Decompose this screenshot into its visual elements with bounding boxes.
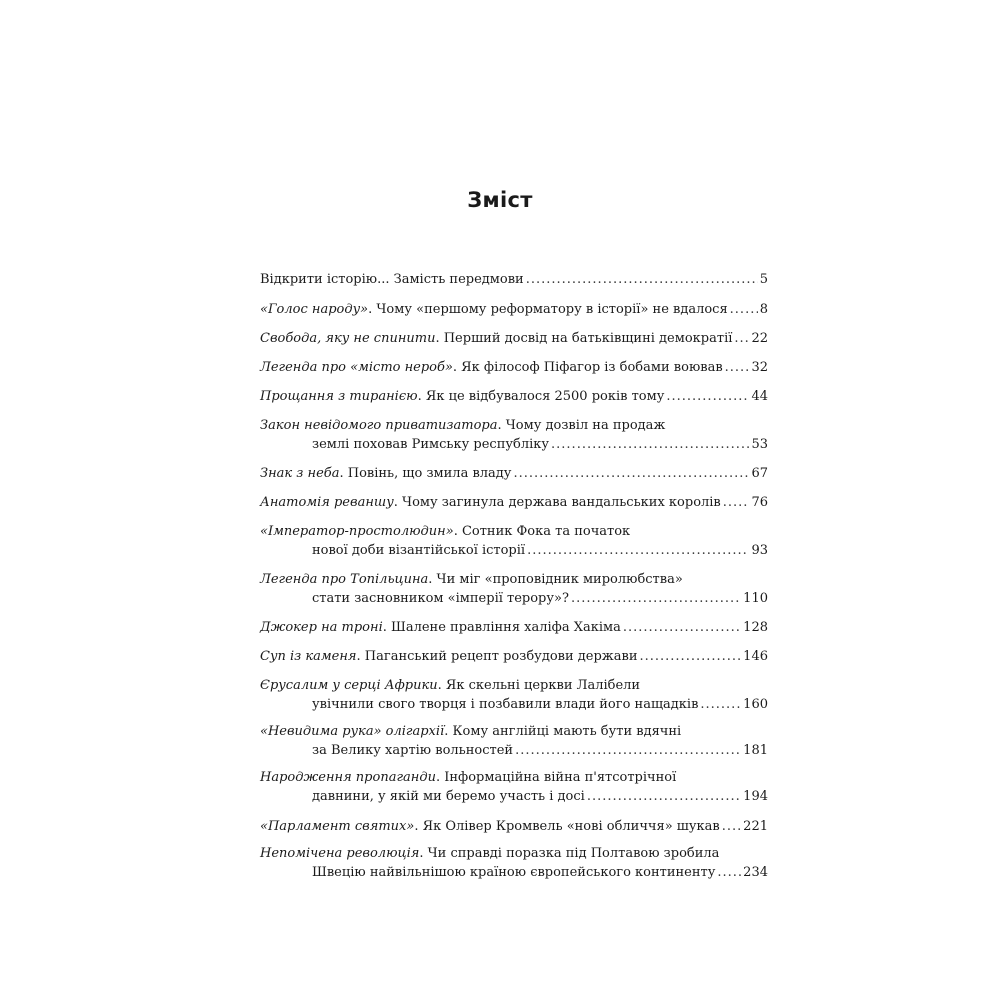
toc-entry-text: Відкрити історію... Замість передмови [260, 272, 524, 287]
toc-entry-italic: «Голос народу» [260, 302, 369, 317]
toc-page-number: 128 [743, 620, 768, 635]
toc-entry-italic: Знак з неба [260, 466, 340, 481]
dot-leader [723, 493, 750, 513]
toc-entry [260, 522, 768, 542]
toc-entry-italic: Джокер на троні [260, 620, 383, 635]
toc-entry [260, 493, 768, 513]
dot-leader [730, 300, 758, 320]
toc-entry-cont-text: землі поховав Римську республіку [312, 437, 550, 452]
toc-entry-text: . Кому англійці мають бути вдячні [444, 724, 682, 739]
dot-leader [623, 618, 741, 638]
dot-leader [640, 647, 742, 667]
toc-page-number: 194 [743, 789, 768, 804]
dot-leader [666, 387, 749, 407]
toc-entry-cont-text: за Велику хартію вольностей [312, 743, 514, 758]
toc-page-number: 53 [751, 437, 768, 452]
toc-entry-italic: Закон невідомого приватизатора [260, 418, 498, 433]
toc-entry [260, 570, 768, 590]
toc-page-number: 160 [743, 697, 768, 712]
toc-entry-continuation [312, 787, 768, 807]
toc-entry [260, 300, 768, 320]
toc-entry [260, 722, 768, 742]
toc-page-number: 93 [751, 543, 768, 558]
toc-entry-italic: «Імператор-простолюдин» [260, 524, 454, 539]
page-title: Зміст [467, 188, 533, 212]
dot-leader [551, 435, 749, 455]
toc-entry [260, 464, 768, 484]
toc-entry-continuation [312, 435, 768, 455]
toc-entry-cont-text: нової доби візантійської історії [312, 543, 526, 558]
toc-page-number: 110 [743, 591, 768, 606]
toc-page-number: 44 [751, 389, 768, 404]
toc-entry [260, 676, 768, 696]
toc-page-number: 76 [751, 495, 768, 510]
toc-entry-cont-text: Швецію найвільнішою країною європейського континенту [312, 865, 716, 880]
toc-entry-text: . Як скельні церкви Лалібели [437, 678, 641, 693]
toc-entry-text: . Чому дозвіл на продаж [497, 418, 666, 433]
toc-entry-text: . Чому загинула держава вандальських королів [393, 495, 721, 510]
toc-entry [260, 387, 768, 407]
toc-entry-continuation [312, 589, 768, 609]
dot-leader [587, 787, 741, 807]
dot-leader [717, 863, 741, 883]
toc-entry-continuation [312, 695, 768, 715]
toc-entry-text: . Інформаційна війна п'ятсотрічної [435, 770, 677, 785]
toc-entry-italic: Легенда про «місто нероб» [260, 360, 453, 375]
toc-entry-italic: Прощання з тиранією [260, 389, 418, 404]
toc-entry [260, 817, 768, 837]
toc-entry-italic: Суп із каменя [260, 649, 357, 664]
toc-entry-text: . Сотник Фока та початок [453, 524, 631, 539]
toc-entry [260, 329, 768, 349]
dot-leader [722, 817, 741, 837]
toc-entry-italic: «Невидима рука» олігархії [260, 724, 445, 739]
dot-leader [527, 541, 749, 561]
toc-entry-italic: Непомічена революція [260, 846, 420, 861]
toc-entry-text: . Чому «першому реформатору в історії» не вдалося [368, 302, 728, 317]
toc-entry [260, 618, 768, 638]
toc-page-number: 221 [743, 819, 768, 834]
toc-entry-italic: Легенда про Топільцина [260, 572, 429, 587]
toc-entry-italic: Свобода, яку не спинити [260, 331, 436, 346]
toc-entry-continuation [312, 863, 768, 883]
toc-page-number: 32 [751, 360, 768, 375]
dot-leader [571, 589, 741, 609]
toc-entry-cont-text: давнини, у якій ми беремо участь і досі [312, 789, 585, 804]
toc-page-number: 181 [743, 743, 768, 758]
toc-entry-cont-text: увічнили свого творця і позбавили влади його нащадків [312, 697, 699, 712]
toc-entry-italic: Анатомія реваншу [260, 495, 394, 510]
toc-page-number: 5 [759, 272, 768, 287]
dot-leader [725, 358, 750, 378]
dot-leader [700, 695, 741, 715]
toc-entry-text: . Повінь, що змила владу [339, 466, 512, 481]
toc-entry [260, 416, 768, 436]
toc-entry [260, 844, 768, 864]
dot-leader [734, 329, 749, 349]
toc-entry-text: . Чи справді поразка під Полтавою зробила [419, 846, 720, 861]
toc-entry-text: . Як Олівер Кромвель «нові обличчя» шукав [414, 819, 720, 834]
toc-entry-text: . Перший досвід на батьківщині демократії [435, 331, 733, 346]
toc-entry-text: . Чи міг «проповідник миролюбства» [428, 572, 683, 587]
dot-leader [526, 270, 758, 290]
toc-entry-text: . Як філософ Піфагор із бобами воював [452, 360, 723, 375]
toc-entry-italic: «Парламент святих» [260, 819, 415, 834]
toc-page-number: 234 [743, 865, 768, 880]
dot-leader [515, 741, 741, 761]
toc-entry [260, 768, 768, 788]
toc-entry [260, 358, 768, 378]
dot-leader [513, 464, 749, 484]
toc-entry-cont-text: стати засновником «імперії терору»? [312, 591, 569, 606]
toc-entry-text: . Шалене правління халіфа Хакіма [382, 620, 621, 635]
toc-entry-continuation [312, 541, 768, 561]
toc-entry-continuation [312, 741, 768, 761]
toc-page-number: 8 [759, 302, 768, 317]
toc-entry-italic: Народження пропаганди [260, 770, 436, 785]
toc-entry-text: . Паганський рецепт розбудови держави [356, 649, 638, 664]
toc-page-number: 67 [751, 466, 768, 481]
toc-entry-text: . Як це відбувалося 2500 років тому [417, 389, 665, 404]
toc-page-number: 22 [751, 331, 768, 346]
toc-page-number: 146 [743, 649, 768, 664]
toc-entry [260, 647, 768, 667]
toc-entry [260, 270, 768, 290]
toc-entry-italic: Єрусалим у серці Африки [260, 678, 438, 693]
